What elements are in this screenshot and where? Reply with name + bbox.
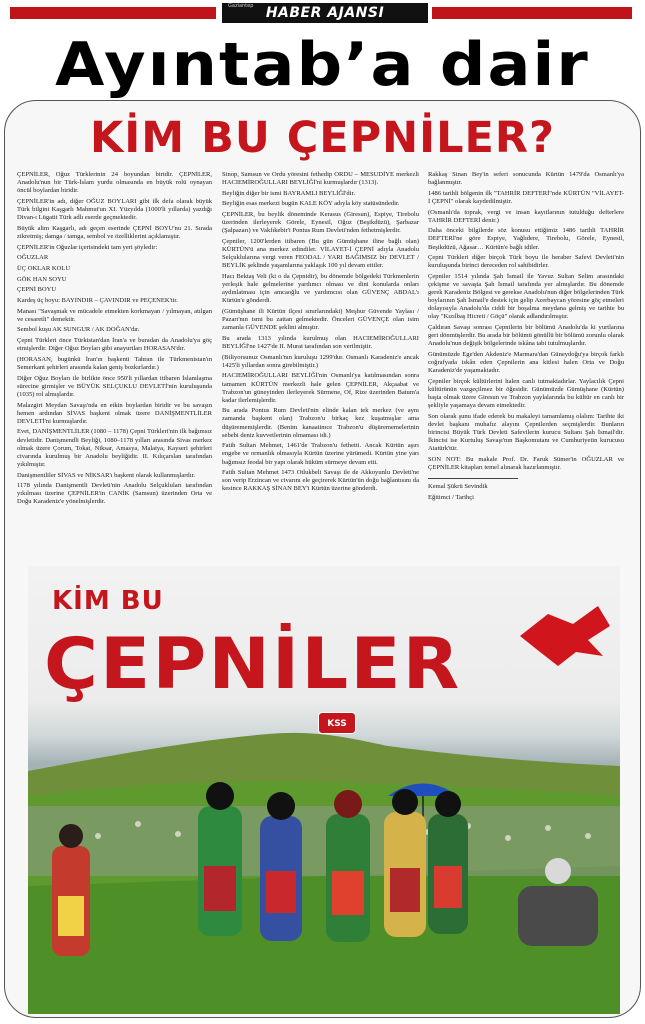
paragraph: ÜÇ OKLAR KOLU — [17, 264, 71, 272]
paragraph: Sinop, Samsun ve Ordu yöresini fethedip ORDU – MESUDİYE merkezli HACIEMİROĞULLARI BEYLİĞİ'ni kurmuşlardır (1313). — [222, 171, 419, 187]
paragraph: Daha önceki bilgilerde söz konusu ettiğimiz 1486 tarihli TAHRİR DEFTERİ'ne göre Espiye, Yağlıdere, Tirebolu, Görele, Eynesil, Beşikdüzü, Ağasar… Kürtün'e bağlı idiler. — [428, 227, 624, 251]
paragraph: (Osmanlı'da toprak, vergi ve insan kayıtlarının tutulduğu defterlere TAHRİR DEFTERİ denir.) — [428, 208, 624, 224]
paragraph: SON NOT: Bu makale Prof. Dr. Faruk Sümer'in OĞUZLAR ve ÇEPNİLER kitapları temel alınarak hazırlanmıştır. — [428, 455, 624, 472]
author-name: Kemal Şükrü Sevindik — [428, 483, 488, 491]
article-photo — [28, 566, 620, 1014]
paragraph: Çepni Türkleri önce Türkistan'dan İran'a ve buradan da Anadolu'ya göç etmişlerdir. Diğer Oğuz Boyları gibi anayurtları HORASAN'dır. — [17, 337, 212, 353]
masthead-city: Gaziantep — [228, 3, 254, 9]
paragraph: (HORASAN, bugünkü İran'ın başkenti Tahran ile Türkmenistan'ın Semerkant şehirleri arasında kalan geniş bozkırlardır.) — [17, 355, 212, 371]
paragraph: Sembol kuşu AK SUNGUR / AK DOĞAN'dır. — [17, 326, 140, 334]
paragraph: Çepniler 1514 yılında Şah İsmail ile Yavuz Sultan Selim arasındaki çekişme ve savaşta Şah İsmail tarafında yer almışlardır. Bu dönemde gerek Karadeniz Bölgesi ve gerekse Anadolu'nun diğer bölgelerinden Türk boylarının Şah İsmail'e destek için gelip Azerbaycan yöresine göç etmeleri dolayısıyla Anadolu'da ciddi bir boşalma meydana gelmiş ve tarihte bu olay "Kızılbaş Hicreti / Göçü" olarak adlandırılmıştır. — [428, 273, 624, 321]
crowd-band — [28, 806, 620, 876]
paragraph: Günümüzde Ege'den Akdeniz'e Marmara'dan Güneydoğu'ya birçok farklı coğrafyada iskân eden Çepnilerin ana kitlesi halen Orta ve Doğu Karadeniz'de yaşamaktadır. — [428, 351, 624, 375]
paragraph: HACIEMİROĞULLARI BEYLİĞİ'nin Osmanlı'ya katılmasından sonra tamamen KÜRTÜN merkezli hale gelen ÇEPNİLER, Akçaabat ve Trabzon'un güneyinden ilerleyerek Sürmene, Of, Rize üzerinden Batum'a kadar ilerlemişlerdir. — [222, 372, 419, 404]
paragraph: Evet, DANİŞMENTLİLER (1080 – 1178) Çepni Türkleri'nin ilk bağımsız devletidir. Danişmendli Beyliği, 1080–1178 yılları arasında Sivas merkez olmak üzere Çorum, Tokat, Niksar, Amasya, Malatya, Kayseri şehirleri civarında kurulmuş bir Anadolu beyliğidir. II. Kılıçarslan tarafından yıkılmıştır. — [17, 428, 212, 468]
photo-title-large: ÇEPNİLER — [44, 623, 462, 705]
author-title: Eğitimci / Tarihçi — [428, 493, 474, 501]
signature-rule — [428, 478, 518, 479]
section-title: Ayıntab’a dair — [55, 30, 590, 100]
paragraph: Kardeş üç boyu: BAYINDIR – ÇAVINDIR ve PEÇENEK'tir. — [17, 296, 178, 304]
masthead-brand: HABER AJANSI — [222, 3, 428, 23]
paragraph: 1178 yılında Danişmentli Devleti'nin Anadolu Selçukluları tarafından yıkılması üzerine ÇEPNİLER'in CANİK (Samsun) üzerinden Orta ve Doğu Karadeniz'e yönelmişlerdir. — [17, 482, 212, 506]
paragraph: ÇEPNİLER, Oğuz Türklerinin 24 boyundan biridir. ÇEPNİLER, Anadolu'nun bir Türk-İslam yurdu olmasında en büyük rolü oynayan öncül boylardan biridir. — [17, 171, 212, 195]
paragraph: Çaldıran Savaşı sonrası Çepnilerin bir bölümü Anadolu'da ki yurtlarına geri dönmüşlerdir. Bu arada bir bölümü gönüllü bir bölümü zorunlu olarak Anadolu'nun değişik bölgelerinde iskâna tabi tutulmuşlardır. — [428, 324, 624, 348]
masthead-bar — [0, 3, 645, 23]
paragraph: ÇEPNİ BOYU — [17, 286, 57, 294]
paragraph: GÖK HAN SOYU — [17, 275, 67, 283]
paragraph: Çepniler, 1200'lerden itibaren (Bu gün Gümüşhane iline bağlı olan) KÜRTÜN'ü ana merkez edindiler. VİLAYET-İ ÇEPNİ adıyla Anadolu Selçuklularına vergi veren FEODAL / YARI BAĞIMSIZ bir DEVLET / BEYLİK şeklinde yaşamlarına yaklaşık 100 yıl devam ettiler. — [222, 238, 419, 270]
paragraph: Manası "Savaşmak ve mücadele etmekten korkmayan / yılmayan, atılgan ve cesaretli" demektir. — [17, 307, 212, 323]
paragraph: Rakkaş Sinan Bey'in seferi sonucunda Kürtün 1479'da Osmanlı'ya bağlanmıştır. — [428, 171, 624, 187]
paragraph: ÇEPNİLER'in adı, diğer OĞUZ BOYLARI gibi ilk defa olarak büyük Türk bilgini Kaşgarlı Mahmut'un XI. Yüzyılda (1000'li yıllarda) yazdığı Divan-ı Lügatit Türk adlı eserde geçmektedir. — [17, 197, 212, 222]
paragraph: Fatih Sultan Mehmet, 1461'de Trabzon'u fethetti. Ancak Kürtün aşırı engebe ve ormanlık olmasıyla Kürtün üzerine yürümedi. Kürtün yine yarı bağımsız feodal bir yapı olarak hüküm sürmeye devam etti. — [222, 442, 419, 466]
masthead-stripe-right — [432, 7, 632, 19]
paragraph: Son olarak şunu ifade ederek bu makaleyi tamamlamış olalım: Tarihte iki devlet başkanı muhafız alayını Çepnilerden seçmişlerdir. Bunların birincisi Büyük Türk Devleti Safevilerin kurucu Sultanı Şah İsmail'dir. İkincisi ise Kurtuluş Savaşı'nın Başkomutanı ve Cumhuriyetin kurucusu Atatürk'tür. — [428, 412, 624, 453]
article-column-1 — [17, 171, 212, 591]
paragraph: 1486 tarihli bölgenin ilk "TAHRİR DEFTERİ"nde KÜRTÜN "VİLAYET-İ ÇEPNİ" olarak kaydedilmiştir. — [428, 189, 624, 205]
article-column-3 — [428, 171, 624, 591]
article-headline: KİM BU ÇEPNİLER? — [89, 113, 555, 163]
paragraph: Çepniler birçok kültürlerini halen canlı tutmaktadırlar. Yaylacılık Çepni kültürünün vazgeçilmez bir öğesidir. Günümüzde Gümüşhane (Kürtün) başta olmak üzere Giresun ve Trabzon yaylalarında bu kültür en canlı bir şekliyle yaşamaya devam etmektedir. — [428, 377, 624, 410]
paragraph: Bu arada 1313 yılında kurulmuş olan HACIEMİROĞULLARI BEYLİĞİ'ne 1427'de II. Murat tarafından son verilmiştir. — [222, 334, 419, 350]
kss-badge: KSS — [318, 712, 356, 734]
article-column-2 — [222, 171, 419, 591]
photo-title-small: KİM BU — [52, 586, 164, 616]
paragraph: (Gümüşhane ili Kürtün ilçesi sınırlarındaki) Meşhur Güvende Yaylası / Pazarı'nın ismi bu zattan gelmektedir. Önceleri GÜVENÇE olan isim zamanla GÜVENDE şeklini almıştır. — [222, 307, 419, 332]
paragraph: Fatih Sultan Mehmet 1473 Otlukbeli Savaşı ile de Akkoyunlu Devleti'ne son verip Erzincan ve civarını ele geçirerek Kürtün'ün doğu bağlantısını da kesince RAKKAŞ SİNAN BEY'i Kürtün üzerine gönderdi. — [222, 469, 419, 493]
paragraph: Bu arada Pontus Rum Devleti'nin elinde kalan tek merkez (ve aynı zamanda başkent olan) Trabzon'u birkaç kez kuşatmışlar ama düşürememişlerdir. (Benim kanaatimce Trabzon'u düşürememelerinin sebebi deniz kuvvetlerinin olmaması idi.) — [222, 407, 419, 439]
masthead-stripe-left — [10, 7, 216, 19]
paragraph: (Biliyorsunuz Osmanlı'nın kuruluşu 1299'dur. Osmanlı Karadeniz'e ancak 1425'li yıllardan sonra girebilmiştir.) — [222, 353, 419, 369]
eagle-emblem — [520, 606, 610, 666]
paragraph: Çepni Türkleri diğer birçok Türk boyu ile beraber Safevi Devleti'nin kuruluşunda birinci dereceden rol sahibidirler. — [428, 254, 624, 270]
paragraph: Diğer Oğuz Boyları ile birlikte önce 950'li yıllardan itibaren İslamlaşma sürecine girmişler ve BÜYÜK SELÇUKLU DEVLETİ'nin kuruluşunda (1035) rol almışlardır. — [17, 374, 212, 398]
paragraph: Beyliğin esas merkezi bugün KALE KÖY adıyla köy statüsündedir. — [222, 200, 400, 208]
paragraph: Danişmentliler SİVAS ve NİKSAR'ı başkent olarak kullanmışlardır. — [17, 471, 195, 479]
paragraph: ÇEPNİLER'in Oğuzlar içerisindeki tam yeri şöyledir: — [17, 243, 158, 251]
paragraph: OĞUZLAR — [17, 254, 49, 262]
paragraph: Büyük alim Kaşgarlı, adı geçen eserinde ÇEPNİ BOYU'nu 21. Sırada zikretmiş; damga / tamga, sembol ve özelliklerini açıklamıştır. — [17, 224, 212, 240]
paragraph: Malazgirt Meydan Savaşı'nda en etkin boylardan biridir ve bu savaşın hemen ardından SİVAS başkent olmak üzere DANİŞMENTLİLER DEVLETİ'ni kurmuşlardır. — [17, 401, 212, 425]
author-signature — [428, 478, 624, 502]
paragraph: Hacı Bektaş Veli (ki o da Çepnidir), bu dönemde bölgedeki Türkmenlerin yerleşik hale gelmelerine yardımcı olması ve dini konularda onları aydınlatması için amcaoğlu ve yardımcısı olan GÜVENÇ ABDAL'ı Kürtün'e gönderdi. — [222, 273, 419, 305]
paragraph: Beyliğin diğer bir ismi BAYRAMLI BEYLİĞİ'dir. — [222, 189, 355, 197]
paragraph: ÇEPNİLER, bu beylik döneminde Kerasus (Giresun), Espiye, Tirebolu üzerinden ilerleyerek Görele, Eynesil, Oğuz (Beşikdüzü), Şarbazar (Şalpazarı) ve Vakfıkebir'i Pontus Rum Devleti'nden fethetmişlerdir. — [222, 211, 419, 235]
